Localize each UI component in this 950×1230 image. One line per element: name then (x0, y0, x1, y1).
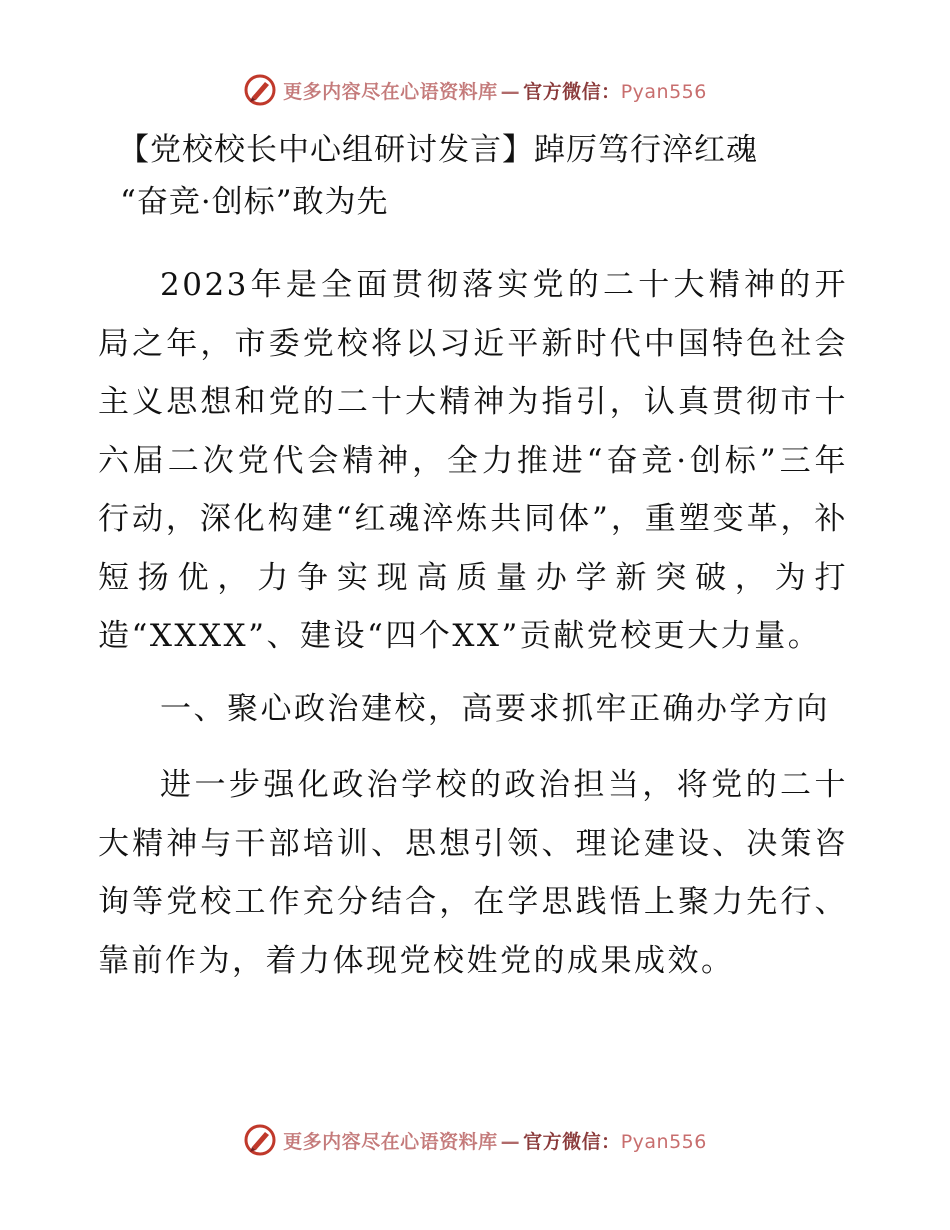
document-title (118, 124, 878, 228)
pen-logo-icon (243, 73, 277, 107)
pen-logo-icon (243, 1123, 277, 1157)
section-heading-1: 一、聚心政治建校，高要求抓牢正确办学方向 (160, 690, 830, 727)
watermark-text (283, 77, 707, 104)
watermark-main-text: 更多内容尽在心语资料库 (283, 1130, 498, 1153)
watermark-text (283, 1127, 707, 1154)
paragraph-intro: 2023年是全面贯彻落实党的二十大精神的开局之年，市委党校将以习近平新时代中国特色社会主义思想和党的二十大精神为指引，认真贯彻市十六届二次党代会精神，全力推进“奋竞·创标”三年行动，深化构建“红魂淬炼共同体”，重塑变革，补短扬优，力争实现高质量办学新突破，为打造“XXXX”、建设“四个XX”贡献党校更大力量。 (98, 267, 848, 654)
watermark-sub-text: 官方微信： (523, 80, 621, 103)
paragraph-section-1: 进一步强化政治学校的政治担当，将党的二十大精神与干部培训、思想引领、理论建设、决策咨询等党校工作充分结合，在学思践悟上聚力先行、靠前作为，着力体现党校姓党的成果成效。 (98, 767, 848, 979)
watermark-id: Pyan556 (620, 1130, 707, 1153)
title-line-2: “奋竞·创标”敢为先 (120, 184, 389, 220)
watermark-dash: — (500, 1130, 521, 1153)
watermark-sub-text: 官方微信： (523, 1130, 621, 1153)
watermark-dash: — (500, 80, 521, 103)
title-line-1: 【党校校长中心组研讨发言】踔厉笃行淬红魂 (118, 132, 758, 168)
watermark-id: Pyan556 (620, 80, 707, 103)
watermark-header (0, 70, 950, 110)
watermark-footer (0, 1120, 950, 1160)
watermark-main-text: 更多内容尽在心语资料库 (283, 80, 498, 103)
document-body (98, 256, 848, 990)
